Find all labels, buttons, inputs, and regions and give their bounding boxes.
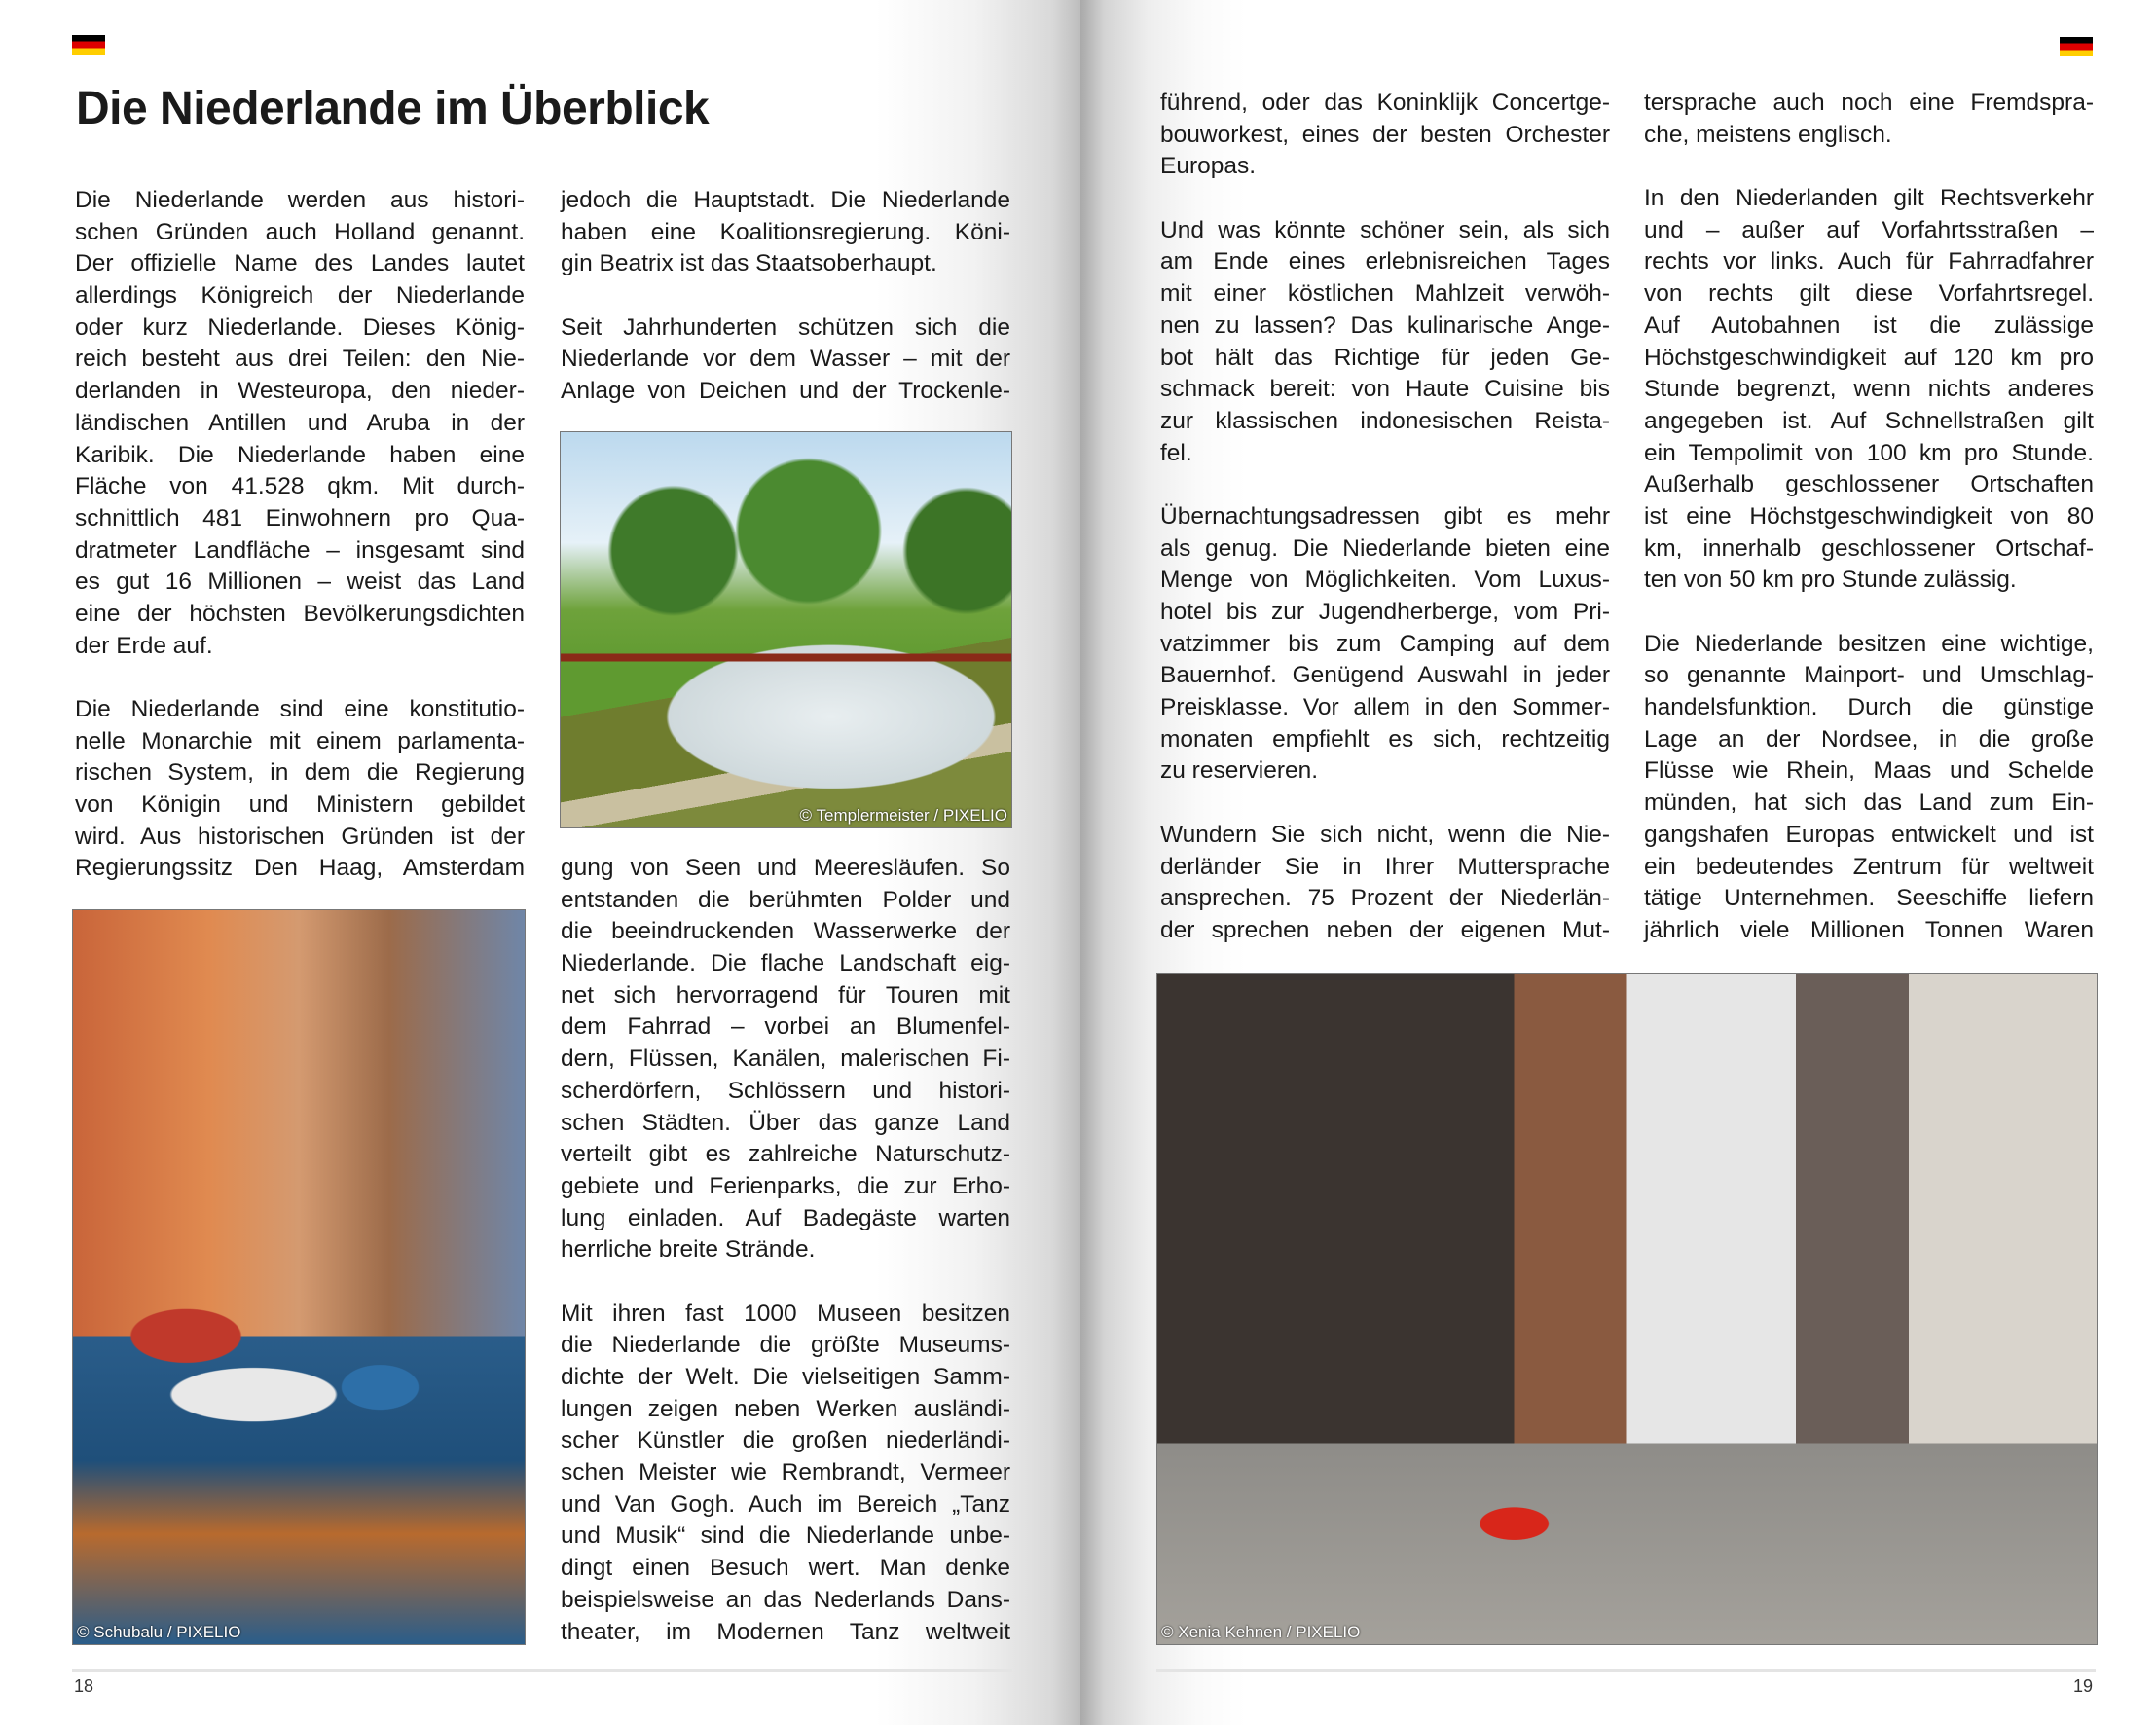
- text-line: schen Meister wie Rembrandt, Vermeer: [561, 1459, 1010, 1486]
- text-line: Höchstgeschwindigkeit auf 120 km pro: [1644, 344, 2094, 371]
- text-line: rischen System, in dem die Regierung: [75, 759, 525, 787]
- text-line: tersprache auch noch eine Fremdspra-: [1644, 90, 2094, 116]
- text-column-2-bottom: [561, 853, 1010, 1648]
- text-line: und – außer auf Vorfahrtsstraßen –: [1644, 216, 2094, 243]
- page-title: Die Niederlande im Überblick: [76, 83, 710, 134]
- paragraph: [561, 1299, 1010, 1649]
- text-line: Niederlande. Die flache Landschaft eig-: [561, 950, 1010, 977]
- text-line: lung einladen. Auf Badegäste warten: [561, 1204, 1010, 1231]
- text-line: dern, Flüssen, Kanälen, malerischen Fi-: [561, 1046, 1010, 1073]
- text-line: Preisklasse. Vor allem in den Sommer-: [1160, 694, 1610, 721]
- paragraph: [1644, 183, 2094, 597]
- text-line: net sich hervorragend für Touren mit: [561, 981, 1010, 1009]
- text-line: Seit Jahrhunderten schützen sich die: [561, 313, 1010, 341]
- text-line: Fläche von 41.528 qkm. Mit durch-: [75, 473, 525, 500]
- text-line: monaten empfiehlt es sich, rechtzeitig: [1160, 725, 1610, 752]
- text-line: wird. Aus historischen Gründen ist der: [75, 823, 525, 850]
- photo-credit: © Schubalu / PIXELIO: [77, 1623, 241, 1641]
- text-line: Bauernhof. Genügend Auswahl in jeder: [1160, 662, 1610, 689]
- text-line: vatzimmer bis zum Camping auf dem: [1160, 630, 1610, 657]
- text-line: Der offizielle Name des Landes lautet: [75, 250, 525, 277]
- text-line: bouworkest, eines der besten Orchester: [1160, 121, 1610, 148]
- text-line: angegeben ist. Auf Schnellstraßen gilt: [1644, 407, 2094, 434]
- text-line: dingt einen Besuch wert. Man denke: [561, 1555, 1010, 1582]
- text-line: jährlich viele Millionen Tonnen Waren: [1644, 916, 2094, 943]
- text-line: bot hält das Richtige für jeden Ge-: [1160, 344, 1610, 371]
- text-line: ten von 50 km pro Stunde zulässig.: [1644, 567, 2017, 594]
- text-line: der sprechen neben der eigenen Mut-: [1160, 916, 1610, 943]
- text-column-2-top: [561, 185, 1010, 408]
- text-line: ein bedeutendes Zentrum für weltweit: [1644, 853, 2094, 880]
- paragraph: [75, 185, 525, 662]
- text-line: dem Fahrrad – vorbei an Blumenfel-: [561, 1013, 1010, 1041]
- text-column-3: [1160, 88, 1610, 947]
- text-line: nen zu lassen? Das kulinarische Ange-: [1160, 312, 1610, 339]
- text-line: so genannte Mainport- und Umschlag-: [1644, 662, 2094, 689]
- text-line: Auf Autobahnen ist die zulässige: [1644, 312, 2094, 339]
- text-line: derlanden in Westeuropa, den nieder-: [75, 378, 525, 405]
- text-line: fel.: [1160, 439, 1192, 466]
- text-line: von rechts gilt diese Vorfahrtsregel.: [1644, 280, 2094, 308]
- page-number: 19: [2073, 1676, 2094, 1696]
- text-line: mit einer köstlichen Mahlzeit verwöh-: [1160, 280, 1610, 308]
- right-page: [1080, 0, 2156, 1725]
- text-line: lungen zeigen neben Werken ausländi-: [561, 1395, 1010, 1422]
- text-line: ansprechen. 75 Prozent der Niederlän-: [1160, 885, 1610, 912]
- paragraph: [1160, 215, 1610, 470]
- text-line: Die Niederlande werden aus histori-: [75, 187, 525, 213]
- text-line: Und was könnte schöner sein, als sich: [1160, 216, 1610, 243]
- photo-canal-houses: [72, 909, 526, 1645]
- text-line: Niederlande vor dem Wasser – mit der: [561, 346, 1010, 373]
- text-line: schen Städten. Über das ganze Land: [561, 1109, 1010, 1136]
- text-line: ist eine Höchstgeschwindigkeit von 80: [1644, 502, 2094, 530]
- text-column-1: [75, 185, 525, 885]
- paragraph-gap: [1644, 151, 2094, 183]
- text-line: Wundern Sie sich nicht, wenn die Nie-: [1160, 821, 1610, 848]
- text-line: haben eine Koalitionsregierung. Köni-: [561, 218, 1010, 245]
- text-line: Karibik. Die Niederlande haben eine: [75, 441, 525, 468]
- text-line: Mit ihren fast 1000 Museen besitzen: [561, 1300, 1010, 1327]
- paragraph-gap: [1160, 183, 1610, 215]
- paragraph-gap: [1160, 469, 1610, 501]
- text-line: führend, oder das Koninklijk Concertge-: [1160, 90, 1610, 116]
- text-line: gebiete und Ferienparks, die zur Erho-: [561, 1172, 1010, 1199]
- text-line: Die Niederlande sind eine konstitutio-: [75, 696, 525, 722]
- text-line: jedoch die Hauptstadt. Die Niederlande: [561, 187, 1010, 213]
- paragraph: [1644, 88, 2094, 151]
- text-line: handelsfunktion. Durch die günstige: [1644, 694, 2094, 721]
- text-line: gangshafen Europas entwickelt und ist: [1644, 821, 2094, 848]
- page-number: 18: [74, 1676, 94, 1696]
- paragraph: [1644, 629, 2094, 947]
- paragraph-gap: [561, 1266, 1010, 1299]
- paragraph: [561, 312, 1010, 408]
- photo-credit: © Xenia Kehnen / PIXELIO: [1161, 1623, 1361, 1641]
- paragraph-gap: [1644, 597, 2094, 629]
- text-line: münden, hat sich das Land zum Ein-: [1644, 789, 2094, 817]
- text-line: Anlage von Deichen und der Trockenle-: [561, 378, 1010, 405]
- paragraph: [1160, 820, 1610, 947]
- text-line: der Erde auf.: [75, 632, 213, 659]
- text-line: herrliche breite Strände.: [561, 1236, 816, 1264]
- text-line: es gut 16 Millionen – weist das Land: [75, 569, 525, 596]
- text-line: schnittlich 481 Einwohnern pro Qua-: [75, 504, 525, 532]
- paragraph: [561, 185, 1010, 280]
- text-line: km, innerhalb geschlossener Ortschaf-: [1644, 534, 2094, 562]
- text-line: scher Künstler die großen niederländi-: [561, 1427, 1010, 1454]
- text-line: dichte der Welt. Die vielseitigen Samm-: [561, 1364, 1010, 1390]
- text-line: Außerhalb geschlossener Ortschaften: [1644, 471, 2094, 498]
- photo-credit: © Templermeister / PIXELIO: [799, 806, 1007, 825]
- text-line: allerdings Königreich der Niederlande: [75, 282, 525, 310]
- footer-rule: [72, 1669, 1012, 1672]
- text-line: Die Niederlande besitzen eine wichtige,: [1644, 630, 2094, 657]
- text-line: gin Beatrix ist das Staatsoberhaupt.: [561, 250, 937, 277]
- paragraph-gap: [561, 280, 1010, 312]
- text-line: entstanden die berühmten Polder und: [561, 886, 1010, 913]
- text-line: verteilt gibt es zahlreiche Naturschutz-: [561, 1141, 1010, 1168]
- footer-rule: [1156, 1669, 2096, 1672]
- german-flag-icon: [72, 35, 105, 55]
- text-line: gung von Seen und Meeresläufen. So: [561, 855, 1010, 881]
- text-line: eine der höchsten Bevölkerungsdichten: [75, 600, 525, 627]
- text-line: theater, im Modernen Tanz weltweit: [561, 1618, 1010, 1645]
- paragraph: [1160, 88, 1610, 183]
- text-line: ländischen Antillen und Aruba in der: [75, 409, 525, 436]
- text-line: hotel bis zur Jugendherberge, vom Pri-: [1160, 599, 1610, 625]
- german-flag-icon: [2060, 37, 2093, 56]
- text-line: Stunde begrenzt, wenn nichts anderes: [1644, 376, 2094, 403]
- paragraph: [75, 694, 525, 885]
- text-line: und Musik“ sind die Niederlande unbe-: [561, 1523, 1010, 1550]
- text-line: ein Tempolimit von 100 km pro Stunde.: [1644, 439, 2094, 466]
- text-line: nelle Monarchie mit einem parlamenta-: [75, 727, 525, 754]
- text-line: von Königin und Ministern gebildet: [75, 791, 525, 819]
- text-line: beispielsweise an das Nederlands Dans-: [561, 1586, 1010, 1613]
- paragraph: [561, 853, 1010, 1266]
- text-line: Flüsse wie Rhein, Maas und Schelde: [1644, 757, 2094, 785]
- paragraph-gap: [75, 662, 525, 694]
- text-line: schmack bereit: von Haute Cuisine bis: [1160, 376, 1610, 403]
- text-line: Menge von Möglichkeiten. Vom Luxus-: [1160, 567, 1610, 594]
- text-line: oder kurz Niederlande. Dieses König-: [75, 313, 525, 341]
- text-line: reich besteht aus drei Teilen: den Nie-: [75, 346, 525, 373]
- text-line: scherdörfern, Schlössern und histori-: [561, 1077, 1010, 1104]
- text-line: als genug. Die Niederlande bieten eine: [1160, 534, 1610, 562]
- text-column-4: [1644, 88, 2094, 947]
- text-line: tätige Unternehmen. Seeschiffe liefern: [1644, 885, 2094, 912]
- text-line: che, meistens englisch.: [1644, 121, 1892, 148]
- text-line: die Niederlande die größte Museums-: [561, 1332, 1010, 1359]
- text-line: Übernachtungsadressen gibt es mehr: [1160, 502, 1610, 530]
- text-line: rechts vor links. Auch für Fahrradfahrer: [1644, 248, 2094, 275]
- paragraph: [1160, 501, 1610, 788]
- text-line: zur klassischen indonesischen Reista-: [1160, 407, 1610, 434]
- text-line: am Ende eines erlebnisreichen Tages: [1160, 248, 1610, 275]
- text-line: Regierungssitz Den Haag, Amsterdam: [75, 855, 525, 882]
- text-line: derländer Sie in Ihrer Muttersprache: [1160, 853, 1610, 880]
- text-line: Lage an der Nordsee, in die große: [1644, 725, 2094, 752]
- text-line: schen Gründen auch Holland genannt.: [75, 218, 525, 245]
- text-line: In den Niederlanden gilt Rechtsverkehr: [1644, 185, 2094, 212]
- text-line: und Van Gogh. Auch im Bereich „Tanz: [561, 1490, 1010, 1518]
- text-line: zu reservieren.: [1160, 757, 1319, 785]
- photo-dam-square: [1156, 973, 2098, 1645]
- photo-drawbridge: [560, 431, 1012, 828]
- text-line: Europas.: [1160, 153, 1257, 180]
- text-line: die beeindruckenden Wasserwerke der: [561, 918, 1010, 945]
- paragraph-gap: [1160, 788, 1610, 820]
- text-line: dratmeter Landfläche – insgesamt sind: [75, 536, 525, 564]
